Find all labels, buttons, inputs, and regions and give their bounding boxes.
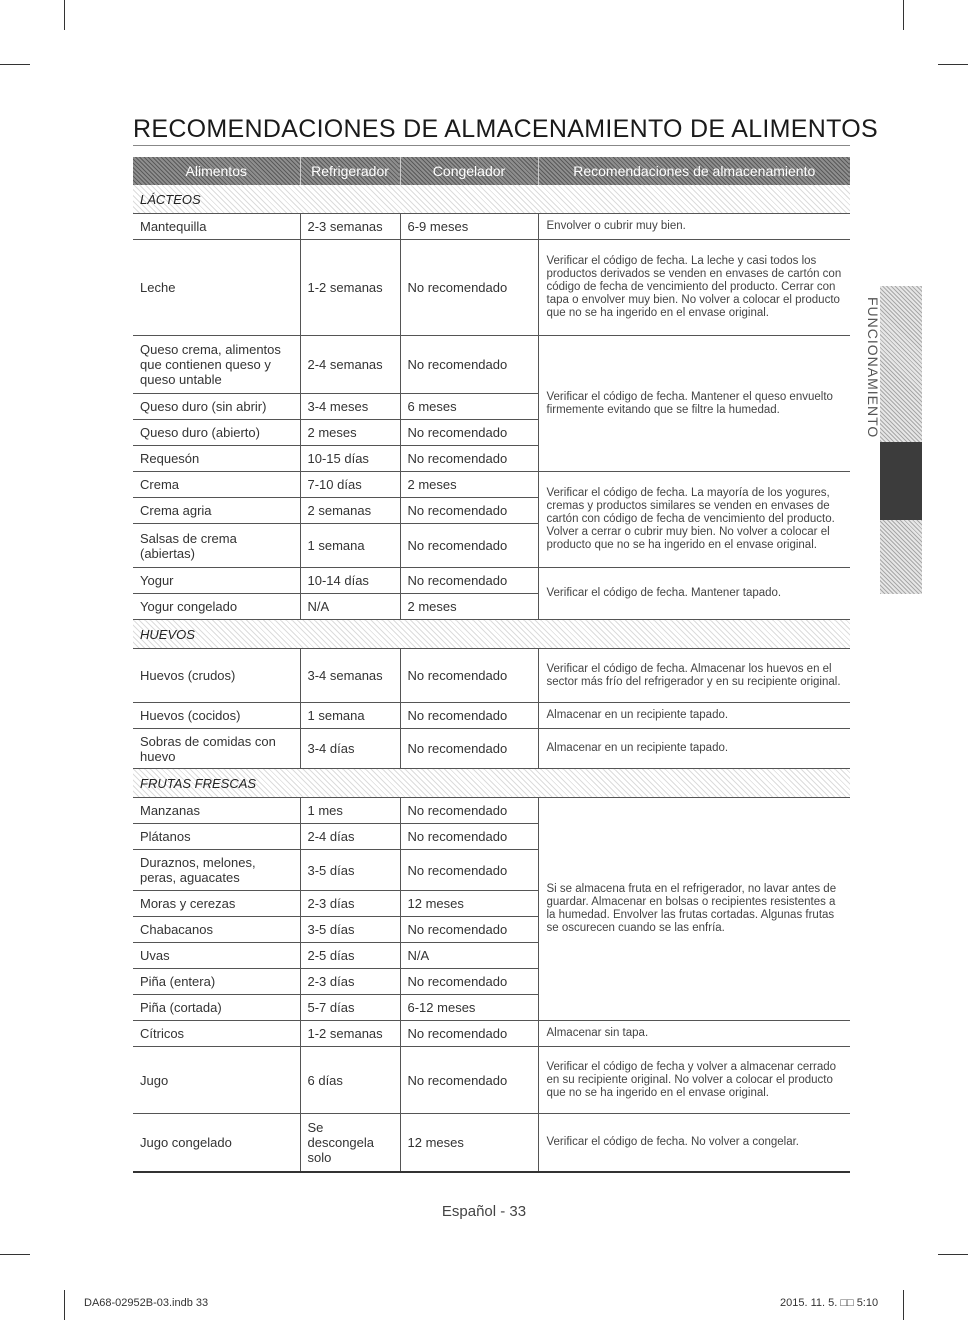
page-title: RECOMENDACIONES DE ALMACENAMIENTO DE ALIMENTOS — [133, 115, 878, 143]
crop-mark — [938, 64, 968, 65]
fridge-cell: 7-10 días — [300, 472, 400, 498]
table-row — [133, 1047, 850, 1114]
freezer-cell: No recomendado — [400, 729, 538, 769]
food-cell: Mantequilla — [133, 214, 300, 240]
crop-mark — [64, 0, 65, 30]
freezer-cell: No recomendado — [400, 498, 538, 524]
food-cell: Uvas — [133, 943, 300, 969]
food-cell: Leche — [133, 240, 300, 336]
fridge-cell: 3-4 días — [300, 729, 400, 769]
fridge-cell: 2-4 semanas — [300, 336, 400, 394]
crop-mark — [0, 1254, 30, 1255]
freezer-cell: No recomendado — [400, 969, 538, 995]
freezer-cell: No recomendado — [400, 524, 538, 568]
table-row — [133, 1021, 850, 1047]
food-cell: Huevos (cocidos) — [133, 703, 300, 729]
table-row — [133, 729, 850, 769]
freezer-cell: 2 meses — [400, 594, 538, 620]
fridge-cell: 3-5 días — [300, 850, 400, 891]
table-row — [133, 240, 850, 336]
fridge-cell: 2 semanas — [300, 498, 400, 524]
side-tab — [880, 286, 922, 594]
side-tab-label: FUNCIONAMIENTO — [865, 297, 881, 439]
section-row-dairy — [133, 185, 850, 214]
freezer-cell: 12 meses — [400, 891, 538, 917]
note-cell: Si se almacena fruta en el refrigerador, no lavar antes de guardar. Almacenar en bolsas o recipientes resistentes a la humedad. Envolver las frutas cortadas. Algunas frutas se oscurecen cuando se las enfría. — [538, 798, 850, 1021]
freezer-cell: No recomendado — [400, 649, 538, 703]
fridge-cell: 1 semana — [300, 703, 400, 729]
side-tab-marker — [880, 442, 922, 520]
fridge-cell: 3-4 semanas — [300, 649, 400, 703]
storage-table — [133, 157, 850, 1173]
fridge-cell: 2-3 días — [300, 891, 400, 917]
food-cell: Crema — [133, 472, 300, 498]
crop-mark — [938, 1254, 968, 1255]
table-header-row — [133, 157, 850, 185]
note-cell: Verificar el código de fecha y volver a almacenar cerrado en su recipiente original. No volver a colocar el producto que no se ha ingerido en el envase original. — [538, 1047, 850, 1114]
crop-mark — [903, 0, 904, 30]
table-row — [133, 472, 850, 498]
food-cell: Piña (entera) — [133, 969, 300, 995]
table-row — [133, 214, 850, 240]
freezer-cell: No recomendado — [400, 1021, 538, 1047]
food-cell: Sobras de comidas con huevo — [133, 729, 300, 769]
freezer-cell: No recomendado — [400, 798, 538, 824]
print-slug-file: DA68-02952B-03.indb 33 — [84, 1297, 209, 1309]
section-row-eggs — [133, 620, 850, 649]
fridge-cell: 3-5 días — [300, 917, 400, 943]
note-cell: Verificar el código de fecha. Mantener tapado. — [538, 568, 850, 620]
freezer-cell: No recomendado — [400, 568, 538, 594]
note-cell: Verificar el código de fecha. La mayoría de los yogures, cremas y productos similares se venden en envases de cartón con código de fecha de vencimiento del producto. Volver a cerrar o cubrir muy bien. No volver a colocar el producto que no se ha ingerido en el envase original. — [538, 472, 850, 568]
food-cell: Plátanos — [133, 824, 300, 850]
crop-mark — [903, 1290, 904, 1320]
note-cell: Verificar el código de fecha. Almacenar los huevos en el sector más frío del refrigerador y en su recipiente original. — [538, 649, 850, 703]
col-header-fridge: Refrigerador — [300, 157, 400, 185]
fridge-cell: 5-7 días — [300, 995, 400, 1021]
col-header-food: Alimentos — [133, 157, 300, 185]
fridge-cell: 1-2 semanas — [300, 240, 400, 336]
freezer-cell: No recomendado — [400, 1047, 538, 1114]
freezer-cell: No recomendado — [400, 824, 538, 850]
freezer-cell: No recomendado — [400, 420, 538, 446]
fridge-cell: 1 mes — [300, 798, 400, 824]
food-cell: Queso crema, alimentos que contienen queso y queso untable — [133, 336, 300, 394]
section-title: LÁCTEOS — [133, 185, 850, 214]
food-cell: Chabacanos — [133, 917, 300, 943]
fridge-cell: 2-5 días — [300, 943, 400, 969]
food-cell: Queso duro (sin abrir) — [133, 394, 300, 420]
table-row — [133, 336, 850, 394]
fridge-cell: 2-4 días — [300, 824, 400, 850]
freezer-cell: No recomendado — [400, 917, 538, 943]
title-rule — [133, 145, 850, 146]
col-header-freezer: Congelador — [400, 157, 538, 185]
fridge-cell: N/A — [300, 594, 400, 620]
note-cell: Envolver o cubrir muy bien. — [538, 214, 850, 240]
section-row-fresh-fruit — [133, 769, 850, 798]
food-cell: Crema agria — [133, 498, 300, 524]
fridge-cell: 1 semana — [300, 524, 400, 568]
food-cell: Salsas de crema (abiertas) — [133, 524, 300, 568]
crop-mark — [64, 1290, 65, 1320]
freezer-cell: No recomendado — [400, 240, 538, 336]
food-cell: Yogur congelado — [133, 594, 300, 620]
freezer-cell: 6-12 meses — [400, 995, 538, 1021]
fridge-cell: 3-4 meses — [300, 394, 400, 420]
food-cell: Moras y cerezas — [133, 891, 300, 917]
table-row — [133, 798, 850, 824]
print-slug-date: 2015. 11. 5. □□ 5:10 — [780, 1297, 879, 1309]
freezer-cell: No recomendado — [400, 446, 538, 472]
section-title: FRUTAS FRESCAS — [133, 769, 850, 798]
fridge-cell: 6 días — [300, 1047, 400, 1114]
page-footer: Español - 33 — [441, 1203, 527, 1220]
freezer-cell: No recomendado — [400, 703, 538, 729]
food-cell: Jugo congelado — [133, 1114, 300, 1172]
table-row — [133, 703, 850, 729]
food-cell: Huevos (crudos) — [133, 649, 300, 703]
note-cell: Verificar el código de fecha. No volver a congelar. — [538, 1114, 850, 1172]
freezer-cell: 6-9 meses — [400, 214, 538, 240]
food-cell: Jugo — [133, 1047, 300, 1114]
food-cell: Queso duro (abierto) — [133, 420, 300, 446]
note-cell: Verificar el código de fecha. Mantener el queso envuelto firmemente evitando que se filtre la humedad. — [538, 336, 850, 472]
fridge-cell: 1-2 semanas — [300, 1021, 400, 1047]
table-row — [133, 1114, 850, 1172]
note-cell: Almacenar en un recipiente tapado. — [538, 703, 850, 729]
fridge-cell: 2 meses — [300, 420, 400, 446]
food-cell: Duraznos, melones, peras, aguacates — [133, 850, 300, 891]
note-cell: Almacenar sin tapa. — [538, 1021, 850, 1047]
note-cell: Almacenar en un recipiente tapado. — [538, 729, 850, 769]
freezer-cell: 2 meses — [400, 472, 538, 498]
freezer-cell: N/A — [400, 943, 538, 969]
fridge-cell: 2-3 días — [300, 969, 400, 995]
freezer-cell: No recomendado — [400, 850, 538, 891]
food-cell: Piña (cortada) — [133, 995, 300, 1021]
freezer-cell: 6 meses — [400, 394, 538, 420]
food-cell: Requesón — [133, 446, 300, 472]
section-title: HUEVOS — [133, 620, 850, 649]
food-cell: Manzanas — [133, 798, 300, 824]
table-row — [133, 649, 850, 703]
food-cell: Cítricos — [133, 1021, 300, 1047]
crop-mark — [0, 64, 30, 65]
fridge-cell: 2-3 semanas — [300, 214, 400, 240]
freezer-cell: No recomendado — [400, 336, 538, 394]
food-cell: Yogur — [133, 568, 300, 594]
fridge-cell: 10-14 días — [300, 568, 400, 594]
note-cell: Verificar el código de fecha. La leche y casi todos los productos derivados se venden en envases de cartón con código de fecha de vencimiento del producto. Cerrar con tapa o envolver muy bien. No volver a colocar el producto que no se ha ingerido en el envase original. — [538, 240, 850, 336]
fridge-cell: 10-15 días — [300, 446, 400, 472]
col-header-recommendation: Recomendaciones de almacenamiento — [538, 157, 850, 185]
table-row — [133, 568, 850, 594]
fridge-cell: Se descongela solo — [300, 1114, 400, 1172]
freezer-cell: 12 meses — [400, 1114, 538, 1172]
